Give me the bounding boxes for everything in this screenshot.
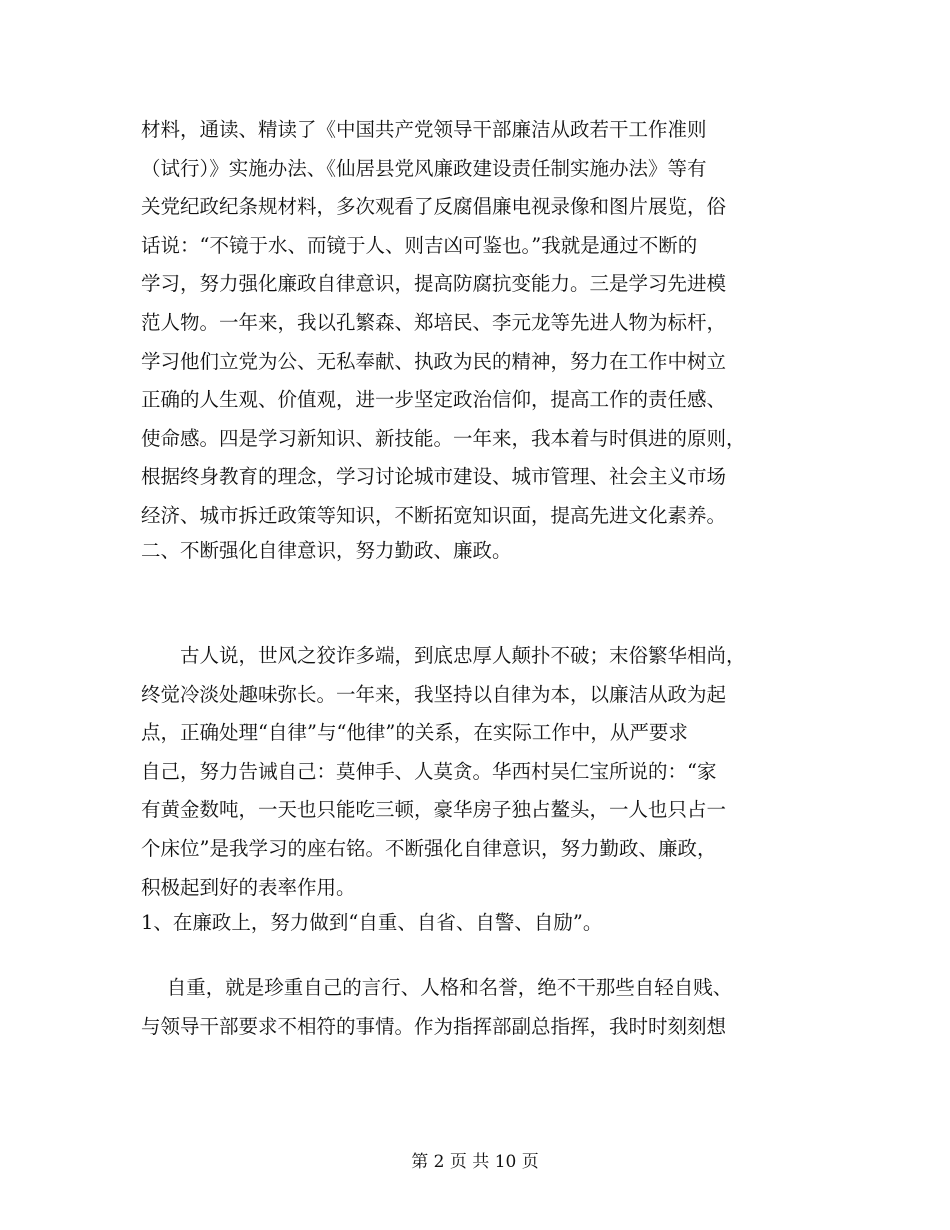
- subsection-heading: [141, 904, 809, 943]
- text-line: 个床位”是我学习的座右铭。不断强化自律意识，努力勤政、廉政，: [141, 836, 717, 860]
- text-line: 范人物。一年来，我以孔繁森、郑培民、李元龙等先进人物为标杆，: [141, 310, 727, 334]
- text-line: 使命感。四是学习新知识、新技能。一年来，我本着与时俱进的原则，: [141, 426, 746, 450]
- text-line: 关党纪政纪条规材料，多次观看了反腐倡廉电视录像和图片展览，俗: [141, 195, 727, 219]
- text-line: 自己，努力告诫自己：莫伸手、人莫贪。华西村吴仁宝所说的：“家: [141, 759, 717, 783]
- page-number-label: 第 2 页 共 10 页: [411, 1152, 539, 1172]
- text-line: （试行）》实施办法、《仙居县党风廉政建设责任制实施办法》等有: [141, 156, 707, 180]
- text-line: 自重，就是珍重自己的言行、人格和名誉，绝不干那些自轻自贱、: [141, 976, 733, 999]
- text-line: 经济、城市拆迁政策等知识，不断拓宽知识面，提高先进文化素养。: [141, 503, 727, 527]
- text-line: 正确的人生观、价值观，进一步坚定政治信仰，提高工作的责任感、: [141, 388, 727, 412]
- subsection-heading-text: 1、在廉政上，努力做到“自重、自省、自警、自励”。: [141, 911, 603, 934]
- text-line: 话说：“不镜于水、而镜于人、则吉凶可鉴也。”我就是通过不断的: [141, 233, 698, 257]
- text-line: 古人说，世风之狡诈多端，到底忠厚人颠扑不破；末俗繁华相尚，: [141, 644, 746, 667]
- text-line: 点，正确处理“自律”与“他律”的关系，在实际工作中，从严要求: [141, 721, 688, 745]
- paragraph-self-discipline: [141, 637, 809, 907]
- section-heading-text: 二、不断强化自律意识，努力勤政、廉政。: [141, 539, 512, 562]
- text-line: 学习他们立党为公、无私奉献、执政为民的精神，努力在工作中树立: [141, 349, 727, 373]
- text-line: 终觉冷淡处趣味弥长。一年来，我坚持以自律为本，以廉洁从政为起: [141, 682, 727, 706]
- paragraph-self-respect: [141, 969, 809, 1046]
- paragraph-study: [141, 111, 809, 536]
- section-heading: [141, 532, 809, 571]
- text-line: 学习，努力强化廉政自律意识，提高防腐抗变能力。三是学习先进模: [141, 272, 727, 296]
- page-footer: [0, 1150, 950, 1174]
- text-line: 与领导干部要求不相符的事情。作为指挥部副总指挥，我时时刻刻想: [141, 1014, 727, 1038]
- text-line: 材料，通读、精读了《中国共产党领导干部廉洁从政若干工作准则: [141, 118, 707, 141]
- text-line: 根据终身教育的理念，学习讨论城市建设、城市管理、社会主义市场: [141, 465, 727, 489]
- text-line: 积极起到好的表率作用。: [141, 875, 356, 899]
- text-line: 有黄金数吨，一天也只能吃三顿，豪华房子独占鳌头，一人也只占一: [141, 798, 727, 822]
